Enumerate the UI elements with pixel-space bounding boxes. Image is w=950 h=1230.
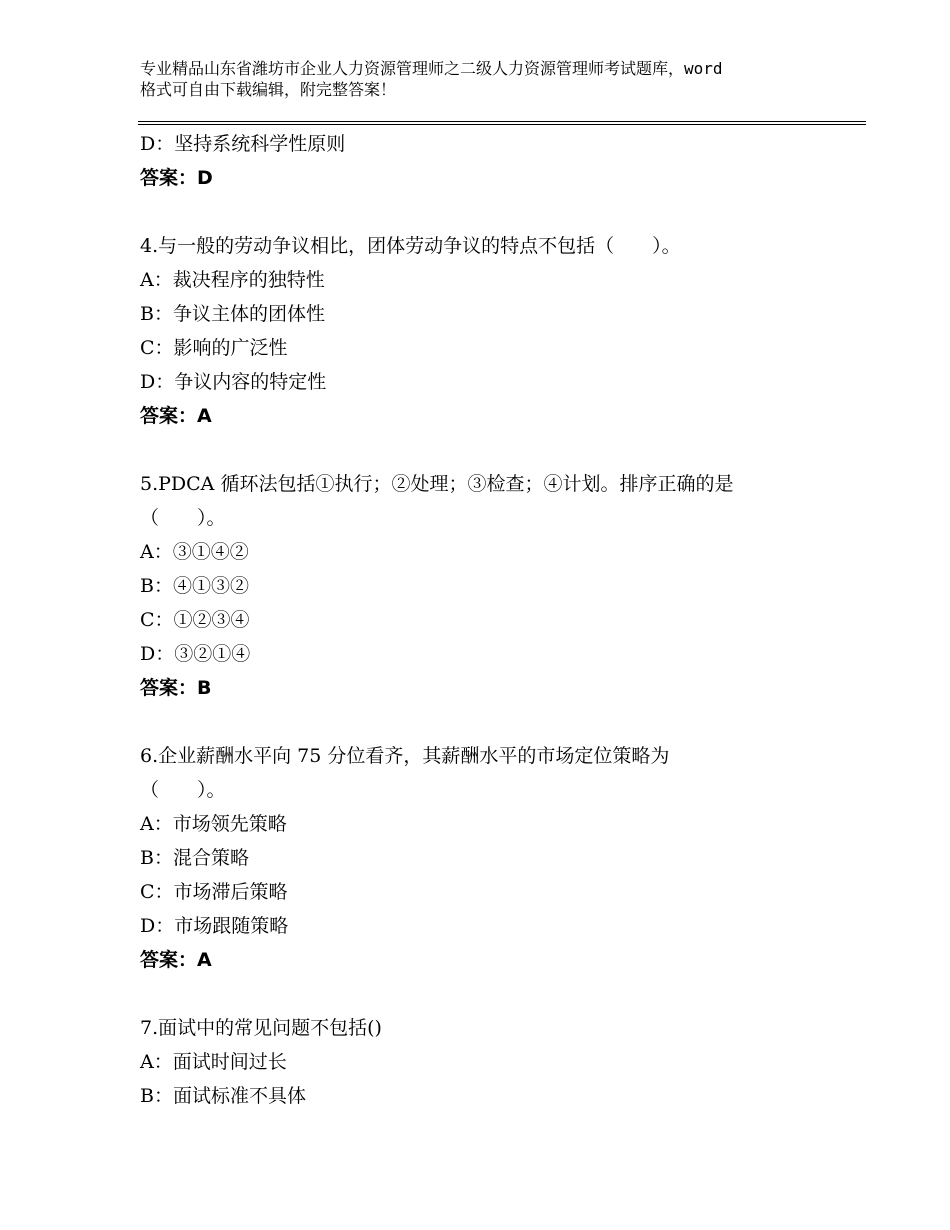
- document-header: [140, 58, 830, 100]
- answer-text: 答案：A: [140, 405, 212, 427]
- option-text: D：市场跟随策略: [140, 915, 289, 937]
- option-text: D：③②①④: [140, 643, 251, 665]
- option-text: B：争议主体的团体性: [140, 303, 325, 325]
- question-list: [140, 127, 860, 1113]
- question-text-continued: （ ）。: [140, 507, 226, 529]
- question-block: [140, 739, 860, 977]
- question-text: 7.面试中的常见问题不包括(): [140, 1017, 382, 1039]
- option-text: D：争议内容的特定性: [140, 371, 327, 393]
- option-text: A：裁决程序的独特性: [140, 269, 325, 291]
- question-block: [140, 1011, 860, 1113]
- option-text: D：坚持系统科学性原则: [140, 133, 346, 155]
- question-text: 6.企业薪酬水平向 75 分位看齐，其薪酬水平的市场定位策略为: [140, 745, 670, 767]
- question-text: 4.与一般的劳动争议相比，团体劳动争议的特点不包括（ ）。: [140, 235, 681, 257]
- question-block: [140, 229, 860, 433]
- answer-text: 答案：A: [140, 949, 212, 971]
- option-text: C：市场滞后策略: [140, 881, 288, 903]
- header-title-line-1: 专业精品山东省潍坊市企业人力资源管理师之二级人力资源管理师考试题库，word: [140, 59, 723, 78]
- option-text: A：面试时间过长: [140, 1051, 287, 1073]
- answer-text: 答案：B: [140, 677, 212, 699]
- question-block: [140, 467, 860, 705]
- option-text: A：③①④②: [140, 541, 249, 563]
- header-rule-bottom: [138, 124, 866, 125]
- option-text: C：影响的广泛性: [140, 337, 288, 359]
- header-title-line-2: 格式可自由下载编辑，附完整答案！: [140, 80, 397, 99]
- question-text: 5.PDCA 循环法包括①执行；②处理；③检查；④计划。排序正确的是: [140, 473, 734, 495]
- question-text-continued: （ ）。: [140, 779, 226, 801]
- option-text: B：混合策略: [140, 847, 249, 869]
- option-text: A：市场领先策略: [140, 813, 287, 835]
- option-text: B：面试标准不具体: [140, 1085, 306, 1107]
- header-rule-top: [138, 121, 866, 122]
- answer-text: 答案：D: [140, 167, 213, 189]
- option-text: B：④①③②: [140, 575, 249, 597]
- question-block: [140, 127, 860, 195]
- option-text: C：①②③④: [140, 609, 250, 631]
